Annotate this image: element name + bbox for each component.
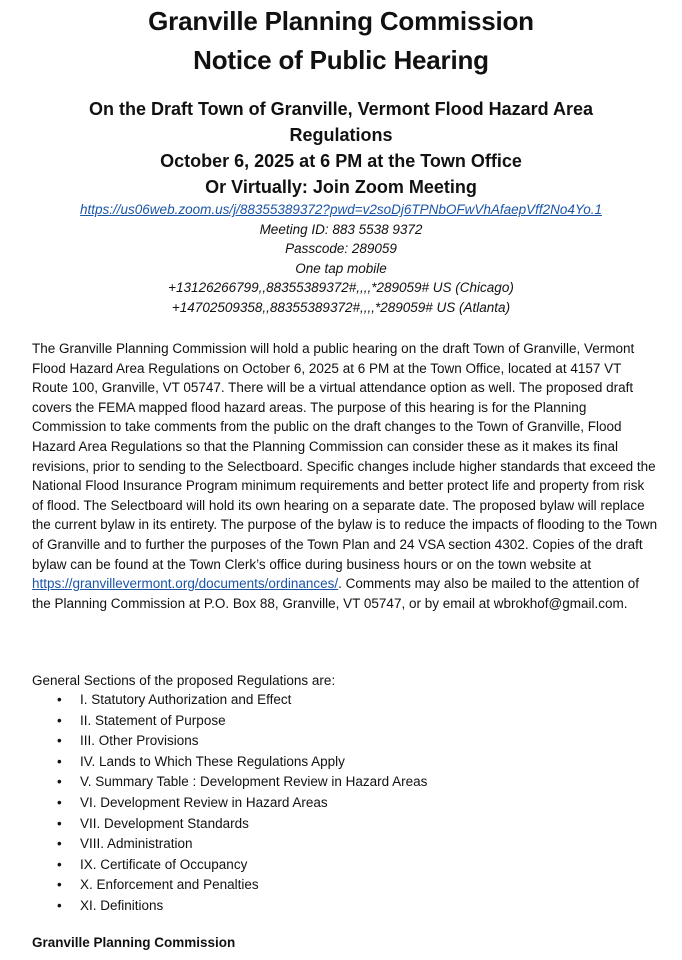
bullet-icon: •: [57, 712, 62, 728]
ordinances-link[interactable]: https://granvillevermont.org/documents/ordinances/: [32, 576, 339, 592]
section-label: I. Statutory Authorization and Effect: [80, 692, 292, 707]
bullet-icon: •: [57, 836, 62, 852]
bullet-icon: •: [57, 794, 62, 810]
zoom-meeting-id: Meeting ID: 883 5538 9372: [259, 221, 423, 237]
section-label: V. Summary Table : Development Review in Hazard Areas: [80, 774, 428, 790]
bullet-icon: •: [57, 897, 62, 913]
section-label: VIII. Administration: [80, 836, 193, 852]
bullet-icon: •: [57, 877, 62, 893]
list-item: [32, 875, 427, 896]
section-label: II. Statement of Purpose: [80, 712, 226, 728]
section-label: VII. Development Standards: [80, 815, 249, 831]
list-item: [32, 752, 427, 773]
zoom-meeting-link[interactable]: https://us06web.zoom.us/j/88355389372?pwd=v2soDj6TPNbOFwVhAfaepVff2No4Yo.1: [80, 202, 602, 217]
list-item: [32, 814, 427, 835]
list-item: [32, 731, 427, 752]
section-label: III. Other Provisions: [80, 733, 199, 749]
list-item: [32, 711, 427, 732]
notice-title: [0, 0, 682, 80]
phone-chicago: +13126266799,,88355389372#,,,,*289059# US (Chicago): [168, 280, 514, 295]
bullet-icon: •: [57, 815, 62, 831]
section-label: IV. Lands to Which These Regulations Apply: [80, 753, 345, 769]
bullet-icon: •: [57, 856, 62, 872]
bullet-icon: •: [57, 753, 62, 769]
title-line-2: Notice of Public Hearing: [193, 45, 489, 75]
virtual-option-line: Or Virtually: Join Zoom Meeting: [205, 177, 477, 197]
body-text-before-link: The Granville Planning Commission will hold a public hearing on the draft Town of Granville, Vermont Flood Hazard Area Regulations on October 6, 2025 at 6 PM at the Town Office, located at 4157 VT Route 100, Granville, VT 05747. There will be a virtual attendance option as well. The proposed draft covers the FEMA mapped flood hazard areas. The purpose of this hearing is for the Planning Commission to take comments from the public on the draft changes to the Town of Granville, Flood Hazard Area Regulations so that the Planning Commission can consider these as it makes its final revisions, prior to sending to the Selectboard. Specific changes include higher standards that exceed the National Flood Insurance Program minimum requirements and better protect life and property from risk of flood. The Selectboard will hold its own hearing on a separate date. The proposed bylaw will replace the current bylaw in its entirety. The purpose of the bylaw is to reduce the impacts of flooding to the Town of Granville and to further the purposes of the Town Plan and 24 VSA section 4302. Copies of the draft bylaw can be found at the Town Clerk’s office during business hours or on the town website at: [32, 341, 658, 572]
section-label: IX. Certificate of Occupancy: [80, 856, 248, 872]
phone-atlanta: +14702509358,,88355389372#,,,,*289059# US (Atlanta): [171, 299, 511, 315]
section-label: X. Enforcement and Penalties: [80, 877, 259, 893]
section-label: XI. Definitions: [80, 897, 164, 913]
signature: Granville Planning Commission: [32, 935, 236, 950]
sections-intro: General Sections of the proposed Regulations are:: [32, 673, 336, 688]
list-item: [32, 896, 427, 917]
list-item: [32, 834, 427, 855]
subheader-line-1: On the Draft Town of Granville, Vermont Flood Hazard Area: [88, 99, 594, 119]
sections-list: [32, 690, 427, 917]
hearing-subheader: [0, 96, 682, 200]
list-item: [32, 793, 427, 814]
list-item: [32, 690, 427, 711]
list-item: [32, 772, 427, 793]
bullet-icon: •: [57, 733, 62, 749]
zoom-passcode: Passcode: 289059: [285, 241, 397, 256]
title-line-1: Granville Planning Commission: [148, 6, 534, 36]
bullet-icon: •: [57, 692, 62, 707]
section-label: VI. Development Review in Hazard Areas: [80, 794, 328, 810]
zoom-details: [0, 200, 682, 317]
hearing-date-line: October 6, 2025 at 6 PM at the Town Office: [160, 151, 522, 171]
bullet-icon: •: [57, 774, 62, 790]
notice-body-paragraph: [32, 339, 658, 613]
subheader-line-2: Regulations: [289, 125, 393, 145]
one-tap-mobile-label: One tap mobile: [295, 260, 387, 276]
list-item: [32, 855, 427, 876]
body-text-after-link: . Comments may also be mailed to the attention of the Planning Commission at P.O. Box 88, Granville, VT 05747, or by email at wbrokhof@gmail.com.: [32, 576, 640, 611]
